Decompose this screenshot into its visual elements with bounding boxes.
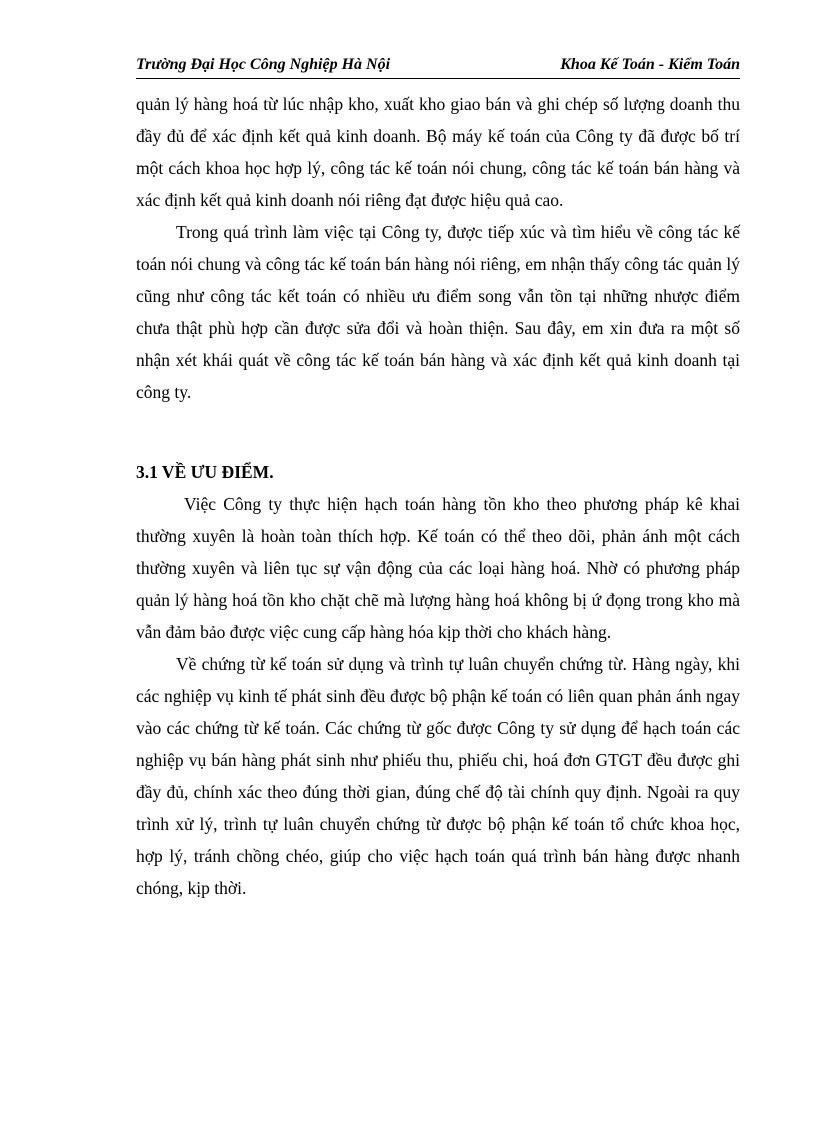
paragraph-3: Việc Công ty thực hiện hạch toán hàng tồn kho theo phương pháp kê khai thường xuyên là hoàn toàn thích hợp. Kế toán có thể theo dõi, phản ánh một cách thường xuyên và liên tục sự vận động của các loại hàng hoá. Nhờ có phương pháp quản lý hàng hoá tồn kho chặt chẽ mà lượng hàng hoá không bị ứ đọng trong kho mà vẫn đảm bảo được việc cung cấp hàng hóa kịp thời cho khách hàng. xyxy=(136,494,740,642)
document-body xyxy=(136,88,740,904)
header-faculty-name: Khoa Kế Toán - Kiểm Toán xyxy=(560,56,740,73)
paragraph-2: Trong quá trình làm việc tại Công ty, được tiếp xúc và tìm hiểu về công tác kế toán nói chung và công tác kế toán bán hàng nói riêng, em nhận thấy công tác quản lý cũng như công tác kết toán có nhiều ưu điểm song vẫn tồn tại những nhược điểm chưa thật phù hợp cần được sửa đổi và hoàn thiện. Sau đây, em xin đưa ra một số nhận xét khái quát về công tác kế toán bán hàng và xác định kết quả kinh doanh tại công ty. xyxy=(136,222,740,402)
header-school-name: Trường Đại Học Công Nghiệp Hà Nội xyxy=(136,56,391,73)
paragraph-1: quản lý hàng hoá từ lúc nhập kho, xuất kho giao bán và ghi chép số lượng doanh thu đầy đủ để xác định kết quả kinh doanh. Bộ máy kế toán của Công ty đã được bố trí một cách khoa học hợp lý, công tác kế toán nói chung, công tác kế toán bán hàng và xác định kết quả kinh doanh nói riêng đạt được hiệu quả cao. xyxy=(136,94,740,210)
paragraph-4: Về chứng từ kế toán sử dụng và trình tự luân chuyển chứng từ. Hàng ngày, khi các nghiệp vụ kinh tế phát sinh đều được bộ phận kế toán có liên quan phản ánh ngay vào các chứng từ kế toán. Các chứng từ gốc được Công ty sử dụng để hạch toán các nghiệp vụ bán hàng phát sinh như phiếu thu, phiếu chi, hoá đơn GTGT đều được ghi đầy đủ, chính xác theo đúng thời gian, đúng chế độ tài chính quy định. Ngoài ra quy trình xử lý, trình tự luân chuyển chứng từ được bộ phận kế toán tổ chức khoa học, hợp lý, tránh chồng chéo, giúp cho việc hạch toán quá trình bán hàng được nhanh chóng, kịp thời. xyxy=(136,654,740,898)
section-title: 3.1 VỀ ƯU ĐIỂM. xyxy=(136,462,274,482)
page-header xyxy=(136,52,740,79)
